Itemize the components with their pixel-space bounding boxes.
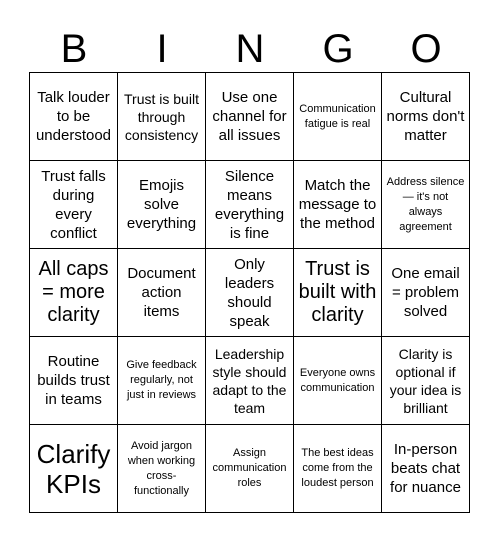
- cell-text: Everyone owns communication: [299, 366, 376, 394]
- bingo-header: [30, 24, 470, 74]
- bingo-cell[interactable]: [30, 425, 118, 513]
- bingo-cell[interactable]: [294, 73, 382, 161]
- header-letter-o: O: [410, 27, 442, 71]
- cell-text: Avoid jargon when working cross-functionally: [127, 439, 196, 497]
- cell-text: In-person beats chat for nuance: [390, 441, 461, 496]
- cell-text: Talk louder to be understood: [35, 89, 112, 144]
- bingo-cell[interactable]: [118, 425, 206, 513]
- cell-text: One email = problem solved: [391, 265, 460, 320]
- bingo-cell[interactable]: [118, 337, 206, 425]
- cell-text: Use one channel for all issues: [212, 89, 287, 144]
- cell-text: Communication fatigue is real: [299, 102, 376, 130]
- cell-text: Cultural norms don't matter: [386, 89, 465, 144]
- bingo-cell[interactable]: [30, 73, 118, 161]
- bingo-cell[interactable]: [206, 249, 294, 337]
- bingo-cell[interactable]: [30, 337, 118, 425]
- bingo-cell[interactable]: [30, 249, 118, 337]
- cell-text: Trust is built through consistency: [124, 90, 199, 143]
- bingo-cell[interactable]: [118, 161, 206, 249]
- bingo-cell[interactable]: [294, 161, 382, 249]
- bingo-cell[interactable]: [118, 249, 206, 337]
- header-letter-n: N: [235, 27, 265, 71]
- cell-text: Leadership style should adapt to the team: [212, 345, 287, 416]
- cell-text: Only leaders should speak: [224, 255, 275, 330]
- bingo-cell[interactable]: [118, 73, 206, 161]
- cell-text: Assign communication roles: [212, 447, 287, 489]
- cell-text: Give feedback regularly, not just in reviews: [126, 359, 197, 401]
- bingo-cell[interactable]: [382, 161, 470, 249]
- bingo-card: [29, 72, 470, 513]
- bingo-cell[interactable]: [382, 425, 470, 513]
- cell-text: Address silence — it's not always agreement: [386, 175, 465, 233]
- cell-text: Clarify KPIs: [36, 438, 111, 499]
- cell-text: The best ideas come from the loudest person: [301, 447, 374, 489]
- bingo-cell[interactable]: [382, 249, 470, 337]
- bingo-cell[interactable]: [294, 425, 382, 513]
- cell-text: Emojis solve everything: [126, 177, 197, 232]
- bingo-cell[interactable]: [30, 161, 118, 249]
- bingo-cell[interactable]: [294, 249, 382, 337]
- bingo-cell[interactable]: [206, 337, 294, 425]
- bingo-cell[interactable]: [382, 337, 470, 425]
- cell-text: Routine builds trust in teams: [37, 353, 110, 408]
- cell-text: Clarity is optional if your idea is brilliant: [389, 345, 462, 416]
- bingo-cell[interactable]: [206, 161, 294, 249]
- cell-text: All caps = more clarity: [38, 258, 109, 326]
- header-letter-b: B: [60, 27, 88, 71]
- cell-text: Document action items: [127, 265, 196, 320]
- cell-text: Silence means everything is fine: [214, 167, 285, 242]
- bingo-cell[interactable]: [206, 73, 294, 161]
- bingo-cell[interactable]: [382, 73, 470, 161]
- header-letter-g: G: [322, 27, 354, 71]
- bingo-cell[interactable]: [294, 337, 382, 425]
- cell-text: Match the message to the method: [298, 177, 377, 232]
- header-letter-i: I: [156, 27, 168, 71]
- cell-text: Trust is built with clarity: [298, 258, 377, 326]
- bingo-cell[interactable]: [206, 425, 294, 513]
- cell-text: Trust falls during every conflict: [41, 167, 106, 242]
